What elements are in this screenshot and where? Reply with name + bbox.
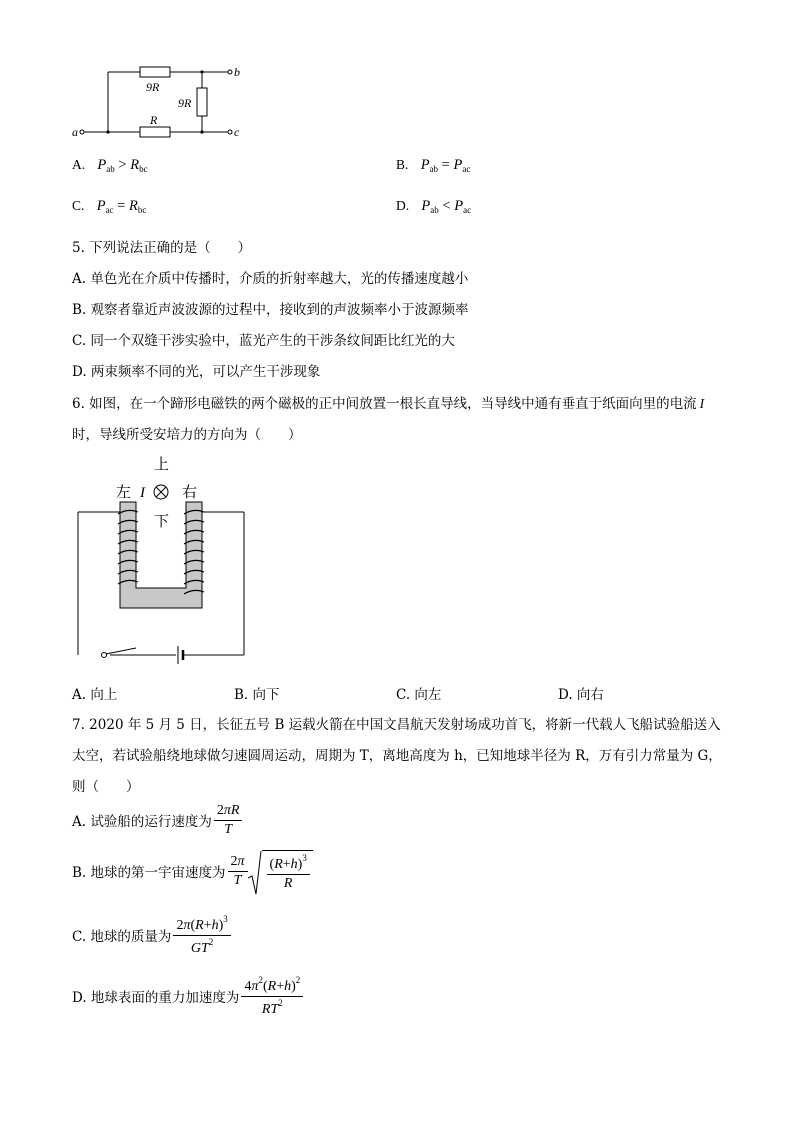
label-current: I: [140, 485, 145, 501]
q4-option-d: D. $P_{ab} < P_{ac}$: [396, 198, 472, 215]
label-right: 右: [182, 483, 198, 501]
q7-stem-line3: 则（ ）: [72, 779, 140, 795]
q7-a-formula: $\frac{2\pi R}{T}$: [214, 803, 243, 838]
q7-option-c: C. 地球的质量为 $\frac{2\pi(R+h)^3}{GT^2}$: [72, 914, 231, 956]
q7-d-formula: $\frac{4\pi^2(R+h)^2}{RT^2}$: [241, 975, 303, 1018]
vertical-resistor: [197, 88, 207, 116]
label-top-resistor: 9R: [146, 80, 160, 94]
label-c: c: [234, 125, 240, 139]
q7-b-formula-prefix: $\frac{2\pi}{T}$: [228, 854, 248, 889]
switch-terminal: [102, 653, 107, 658]
top-resistor: [140, 67, 170, 77]
q4-option-a: A. $P_{ab} > R_{bc}$: [72, 157, 148, 174]
q5-option-c: C. 同一个双缝干涉实验中，蓝光产生的干涉条纹间距比红光的大: [72, 333, 455, 349]
q6-stem-line1: 6. 如图，在一个蹄形电磁铁的两个磁极的正中间放置一根长直导线，当导线中通有垂直于纸面向里的电流 I: [72, 396, 705, 412]
label-down: 下: [154, 512, 170, 530]
q7-c-formula: $\frac{2\pi(R+h)^3}{GT^2}$: [173, 914, 230, 957]
q7-stem-line1: 7. 2020 年 5 月 5 日，长征五号 B 运载火箭在中国文昌航天发射场成功首飞，将新一代载人飞船试验船送入: [72, 717, 721, 733]
switch-blade: [106, 648, 136, 654]
q5-option-b: B. 观察者靠近声波波源的过程中，接收到的声波频率小于波源频率: [72, 302, 469, 318]
q6-option-a: A. 向上: [72, 687, 118, 703]
label-left: 左: [116, 483, 132, 501]
label-bottom-resistor: R: [150, 113, 158, 127]
q7-stem-line2: 太空，若试验船绕地球做匀速圆周运动，周期为 T，离地高度为 h，已知地球半径为 R，万有引力常量为 G，: [72, 748, 722, 764]
electromagnet-diagram: [70, 452, 255, 667]
bottom-resistor: [140, 127, 170, 137]
terminal-c: [228, 130, 232, 134]
q4-option-b: B. $P_{ab} = P_{ac}$: [396, 157, 471, 174]
q6-option-c: C. 向左: [396, 687, 442, 703]
q6-option-b: B. 向下: [234, 687, 280, 703]
q7-b-sqrt: $\frac{(R+h)^3}{R}$: [248, 850, 313, 892]
q7-option-d: D. 地球表面的重力加速度为 $\frac{4\pi^2(R+h)^2}{RT^2}$: [72, 975, 303, 1017]
terminal-a: [80, 130, 84, 134]
circuit-diagram: [70, 60, 260, 145]
q4-option-c: C. $P_{ac} = R_{bc}$: [72, 198, 147, 215]
q5-option-d: D. 两束频率不同的光，可以产生干涉现象: [72, 364, 321, 380]
label-b: b: [234, 65, 240, 79]
label-up: 上: [154, 455, 170, 473]
q6-stem-line2: 时，导线所受安培力的方向为（ ）: [72, 427, 302, 443]
q6-option-d: D. 向右: [558, 687, 604, 703]
q7-option-b: B. 地球的第一宇宙速度为 $\frac{2\pi}{T}$ $\frac{(R+h)^3}{R}$: [72, 848, 313, 894]
q5-option-a: A. 单色光在介质中传播时，介质的折射率越大，光的传播速度越小: [72, 271, 469, 287]
q5-stem: 5. 下列说法正确的是（ ）: [72, 240, 252, 256]
q7-option-a: A. 试验船的运行速度为 $\frac{2\pi R}{T}$: [72, 802, 242, 838]
label-a: a: [72, 125, 78, 139]
terminal-b: [228, 70, 232, 74]
label-vertical-resistor: 9R: [178, 96, 192, 110]
